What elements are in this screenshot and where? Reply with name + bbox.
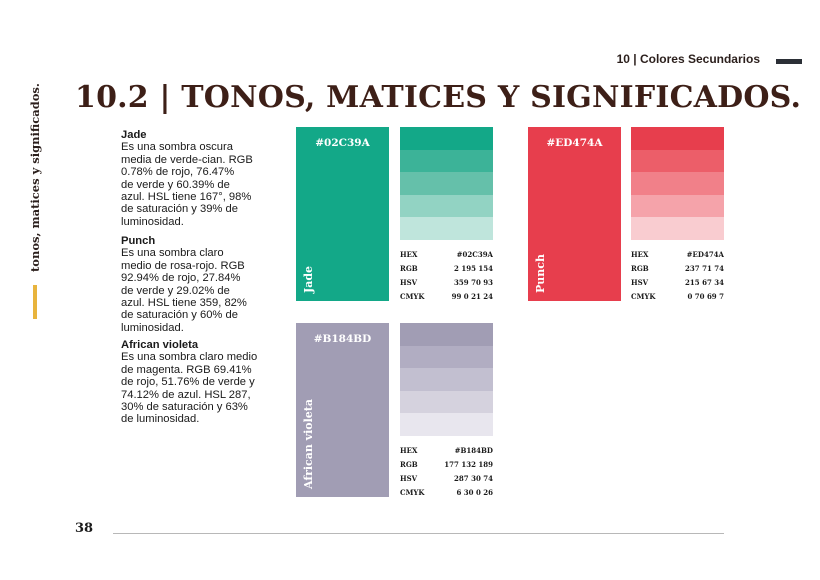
color-swatch (296, 127, 389, 301)
spec-row (400, 290, 493, 304)
tint-swatch (631, 195, 724, 218)
swatch-name: Punch (534, 254, 547, 293)
description-line: Es una sombra claro medio (121, 351, 258, 364)
spec-row (631, 262, 724, 276)
page-title: 10.2 | TONOS, MATICES Y SIGNIFICADOS. (75, 80, 802, 115)
spec-value: #02C39A (456, 250, 493, 259)
description-line: de saturación y 60% de (121, 309, 238, 322)
description-line: de magenta. RGB 69.41% (121, 363, 252, 376)
spec-label: CMYK (400, 292, 425, 301)
color-specs (400, 444, 493, 500)
tint-swatch (631, 150, 724, 173)
spec-value: 177 132 189 (444, 460, 493, 469)
swatch-name: Jade (302, 265, 315, 293)
description-line: 74.12% de azul. HSL 287, (121, 388, 251, 401)
spec-label: RGB (400, 264, 418, 273)
spec-value: 237 71 74 (685, 264, 724, 273)
description-line: media de verde-cian. RGB (121, 153, 253, 166)
tint-swatch (400, 172, 493, 195)
spec-row (400, 458, 493, 472)
description-title: Punch (121, 235, 156, 247)
side-accent-bar (33, 285, 37, 319)
description-line: medio de rosa-rojo. RGB (121, 259, 245, 272)
spec-label: HEX (631, 250, 649, 259)
spec-value: #ED474A (686, 250, 724, 259)
spec-row (631, 290, 724, 304)
spec-label: HSV (400, 278, 418, 287)
tint-swatch (400, 346, 493, 369)
swatch-name: African violeta (302, 399, 315, 489)
description-line: Es una sombra claro (121, 247, 224, 260)
spec-row (400, 472, 493, 486)
spec-row (400, 248, 493, 262)
description-line: 92.94% de rojo, 27.84% (121, 272, 241, 285)
description-line: luminosidad. (121, 321, 184, 334)
tint-swatch (400, 150, 493, 173)
tint-swatch (400, 391, 493, 414)
spec-label: CMYK (631, 292, 656, 301)
color-specs (631, 248, 724, 304)
color-swatch (528, 127, 621, 301)
description-line: de luminosidad. (121, 413, 200, 426)
spec-label: HSV (631, 278, 649, 287)
spec-label: HSV (400, 474, 418, 483)
description-line: 30% de saturación y 63% (121, 401, 248, 414)
spec-value: 99 0 21 24 (451, 292, 493, 301)
side-title-text: tonos, matices y significados. (28, 83, 42, 272)
description-line: azul. HSL tiene 167°, 98% (121, 191, 252, 204)
spec-value: 2 195 154 (454, 264, 493, 273)
spec-value: 215 67 34 (685, 278, 724, 287)
description-line: azul. HSL tiene 359, 82% (121, 297, 247, 310)
tint-swatch (400, 413, 493, 436)
spec-row (400, 486, 493, 500)
spec-label: RGB (400, 460, 418, 469)
spec-label: CMYK (400, 488, 425, 497)
description-line: de verde y 60.39% de (121, 178, 230, 191)
description-block (121, 235, 271, 334)
description-block (121, 339, 271, 426)
tint-swatch (631, 127, 724, 150)
spec-value: 287 30 74 (454, 474, 493, 483)
spec-row (631, 276, 724, 290)
section-header-label: 10 | Colores Secundarios (616, 52, 760, 66)
spec-row (400, 276, 493, 290)
tint-swatch (400, 368, 493, 391)
color-swatch (296, 323, 389, 497)
footer-line (113, 533, 724, 534)
spec-row (400, 444, 493, 458)
swatch-hex-label: #02C39A (315, 137, 370, 149)
tint-swatch (400, 127, 493, 150)
spec-value: #B184BD (454, 446, 493, 455)
side-title (28, 83, 42, 276)
spec-value: 359 70 93 (454, 278, 493, 287)
swatch-hex-label: #ED474A (546, 137, 603, 149)
page-number: 38 (75, 521, 94, 536)
tint-swatch (631, 172, 724, 195)
description-title: Jade (121, 129, 147, 141)
description-block (121, 129, 271, 228)
spec-row (400, 262, 493, 276)
description-line: de saturación y 39% de (121, 203, 238, 216)
description-line: 0.78% de rojo, 76.47% (121, 166, 235, 179)
description-line: luminosidad. (121, 215, 184, 228)
description-line: Es una sombra oscura (121, 141, 233, 154)
tint-swatch (400, 195, 493, 218)
color-specs (400, 248, 493, 304)
spec-value: 6 30 0 26 (456, 488, 493, 497)
spec-value: 0 70 69 7 (687, 292, 724, 301)
description-title: African violeta (121, 339, 199, 351)
tint-swatch (400, 217, 493, 240)
tint-swatch (631, 217, 724, 240)
swatch-hex-label: #B184BD (313, 333, 372, 345)
tint-swatch (400, 323, 493, 346)
spec-label: HEX (400, 250, 418, 259)
spec-row (631, 248, 724, 262)
description-line: de rojo, 51.76% de verde y (121, 376, 255, 389)
spec-label: RGB (631, 264, 649, 273)
header-bar (776, 59, 802, 64)
description-line: de verde y 29.02% de (121, 284, 230, 297)
spec-label: HEX (400, 446, 418, 455)
